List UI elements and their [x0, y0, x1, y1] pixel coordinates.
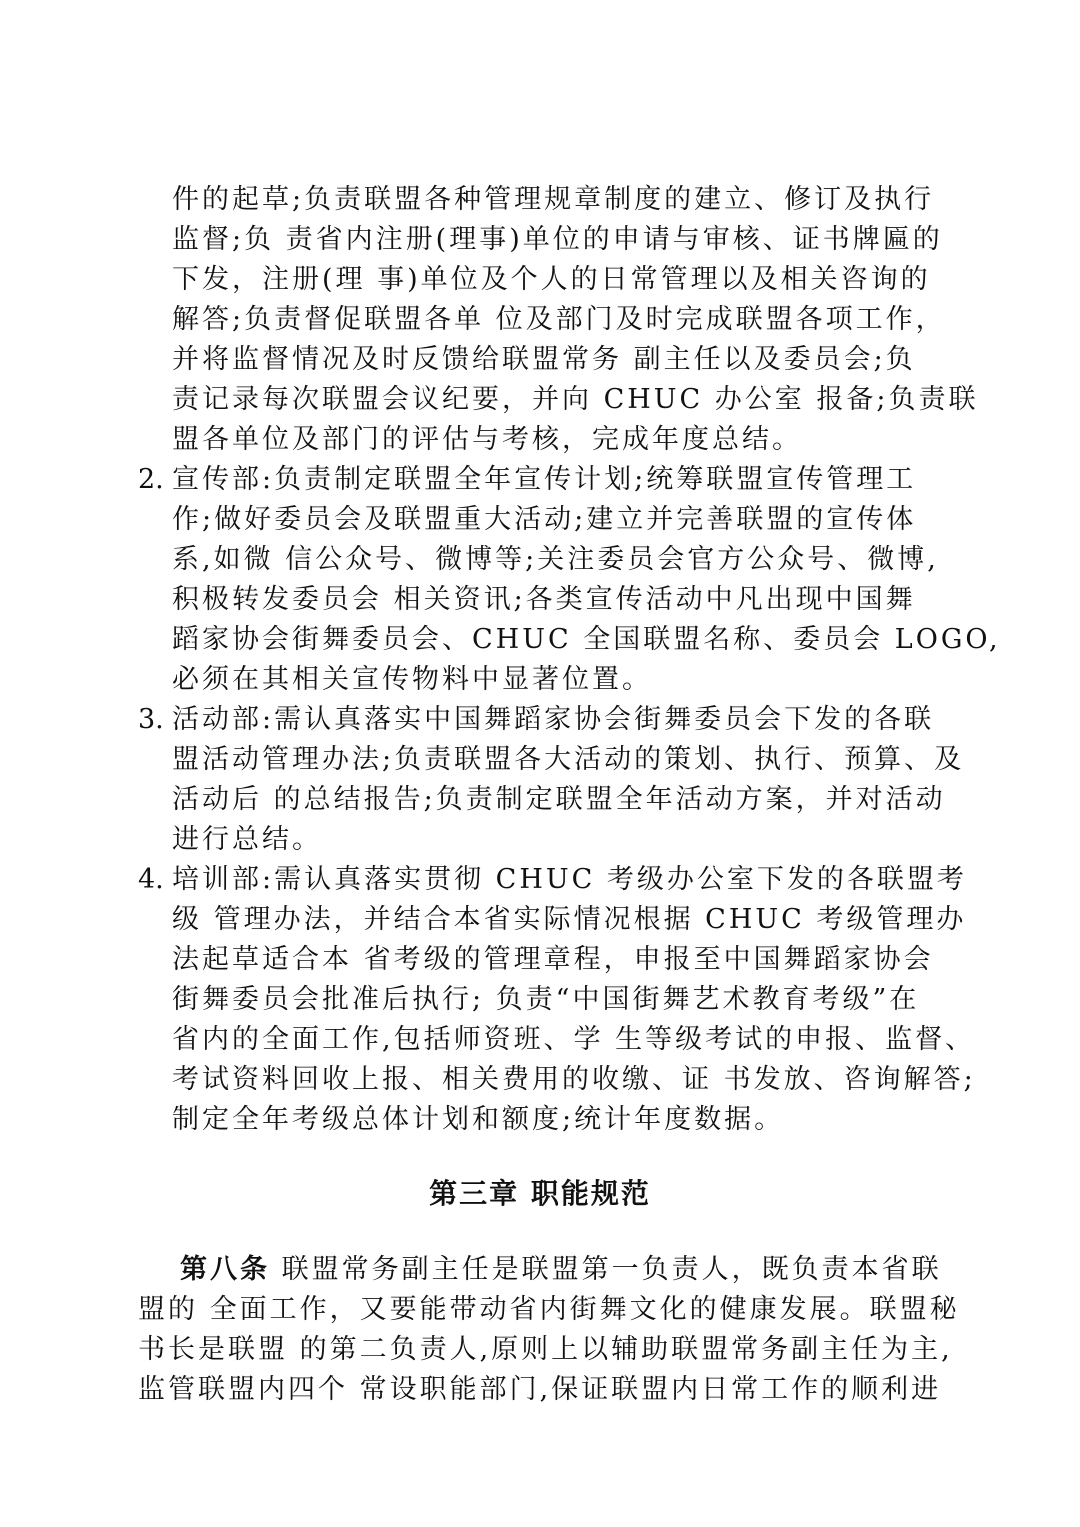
list-item-line: 考试资料回收上报、相关费用的收缴、证 书发放、咨询解答;: [172, 1064, 976, 1095]
list-item-line: 活动后 的总结报告;负责制定联盟全年活动方案，并对活动: [172, 784, 946, 815]
list-item-number: 3.: [138, 704, 164, 735]
list-item-line: 制定全年考级总体计划和额度;统计年度数据。: [172, 1104, 785, 1135]
intro-line: 件的起草;负责联盟各种管理规章制度的建立、修订及执行: [172, 184, 935, 215]
list-item-line: 培训部:需认真落实贯彻 CHUC 考级办公室下发的各联盟考: [172, 864, 967, 895]
article-label: 第八条: [180, 1254, 270, 1285]
list-item-line: 必须在其相关宣传物料中显著位置。: [172, 664, 652, 695]
list-item-line: 进行总结。: [172, 824, 322, 855]
intro-line: 解答;负责督促联盟各单 位及部门及时完成联盟各项工作，: [172, 304, 946, 335]
list-item-line: 盟活动管理办法;负责联盟各大活动的策划、执行、预算、及: [172, 744, 965, 775]
intro-line: 监督;负 责省内注册(理事)单位的申请与审核、证书牌匾的: [172, 224, 943, 255]
article-first-line-text: 联盟常务副主任是联盟第一负责人，既负责本省联: [270, 1254, 942, 1285]
article-line: 盟的 全面工作，又要能带动省内街舞文化的健康发展。联盟秘: [138, 1294, 960, 1325]
list-item-number: 2.: [138, 464, 164, 495]
list-item-line: 法起草适合本 省考级的管理章程，申报至中国舞蹈家协会: [172, 944, 934, 975]
list-item-line: 系,如微 信公众号、微博等;关注委员会官方公众号、微博,: [172, 544, 939, 575]
intro-line: 下发，注册(理 事)单位及个人的日常管理以及相关咨询的: [172, 264, 931, 295]
list-item-line: 宣传部:负责制定联盟全年宣传计划;统筹联盟宣传管理工: [172, 464, 917, 495]
intro-line: 责记录每次联盟会议纪要，并向 CHUC 办公室 报备;负责联: [172, 384, 979, 415]
intro-line: 盟各单位及部门的评估与考核，完成年度总结。: [172, 424, 802, 455]
list-item-number: 4.: [138, 864, 164, 895]
article-first-line: [180, 1252, 942, 1288]
chapter-title: 第三章 职能规范: [429, 1177, 651, 1210]
article-line: 监管联盟内四个 常设职能部门,保证联盟内日常工作的顺利进: [138, 1374, 942, 1405]
list-item-line: 作;做好委员会及联盟重大活动;建立并完善联盟的宣传体: [172, 504, 917, 535]
list-item-line: 活动部:需认真落实中国舞蹈家协会街舞委员会下发的各联: [172, 704, 935, 735]
intro-line: 并将监督情况及时反馈给联盟常务 副主任以及委员会;负: [172, 344, 916, 375]
list-item-line: 积极转发委员会 相关资讯;各类宣传活动中凡出现中国舞: [172, 584, 916, 615]
list-item-line: 街舞委员会批准后执行; 负责“中国街舞艺术教育考级”在: [172, 984, 920, 1015]
list-item-line: 级 管理办法，并结合本省实际情况根据 CHUC 考级管理办: [172, 904, 967, 935]
article-line: 书长是联盟 的第二负责人,原则上以辅助联盟常务副主任为主,: [138, 1334, 953, 1365]
list-item-line: 省内的全面工作,包括师资班、学 生等级考试的申报、监督、: [172, 1024, 976, 1055]
list-item-line: 蹈家协会街舞委员会、CHUC 全国联盟名称、委员会 LOGO,: [172, 624, 1001, 655]
